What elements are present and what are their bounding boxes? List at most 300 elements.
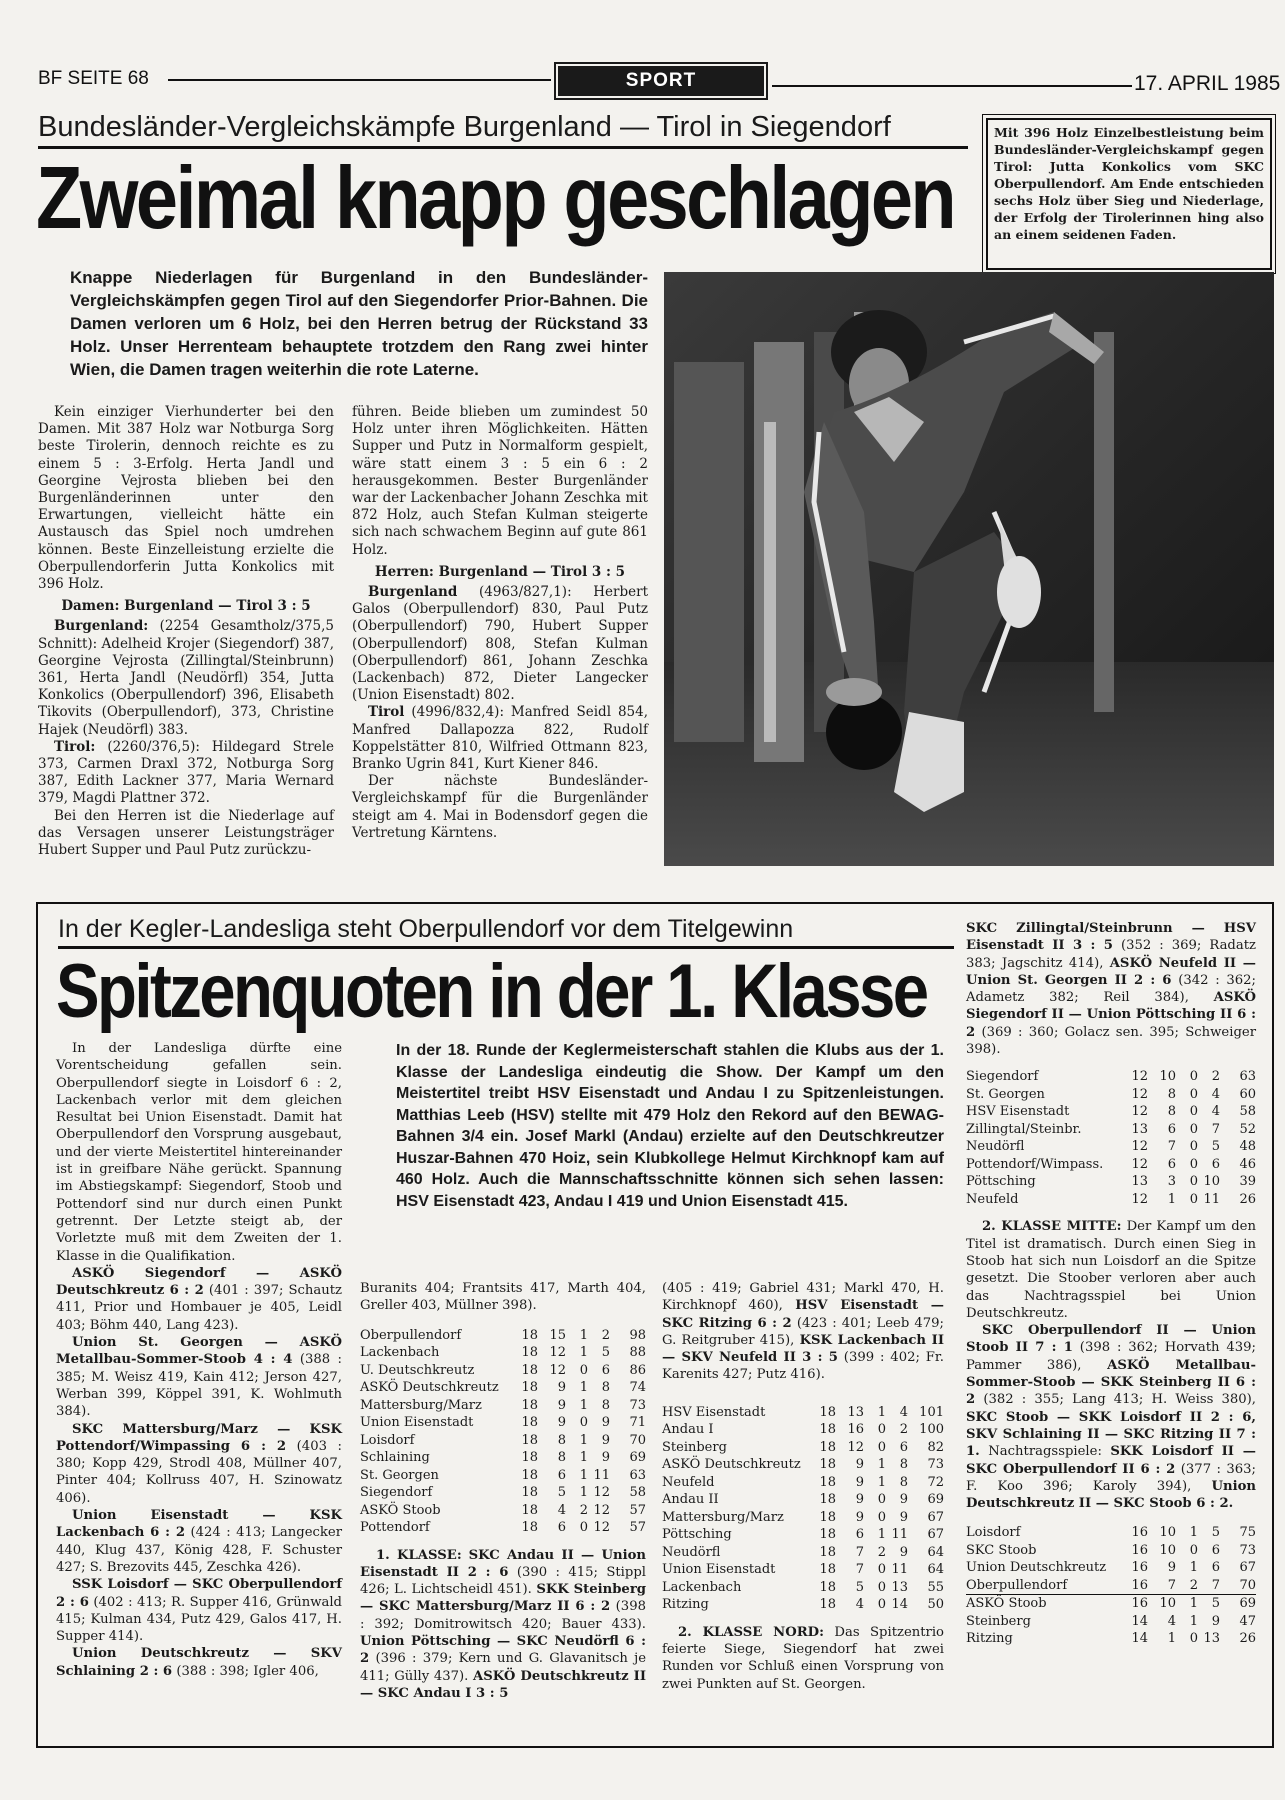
stat-value: 101 (919, 1404, 944, 1420)
stat-value: 12 (1131, 1139, 1148, 1155)
stat-value: 16 (1131, 1560, 1148, 1576)
stat-value: 100 (919, 1422, 944, 1438)
stat-value: 1 (579, 1327, 588, 1343)
article2-col4 (966, 920, 1256, 1648)
stat-value: 58 (1239, 1104, 1256, 1120)
stat-value: 7 (855, 1544, 864, 1560)
paragraph: Union Deutschkreutz — SKV Schlaining 2 : 6 (388 : 398; Igler 406, (56, 1646, 342, 1679)
standings-row (360, 1362, 646, 1380)
stat-value: 18 (521, 1432, 538, 1448)
paragraph: 1. KLASSE: SKC Andau II — Union Eisenstadt II 2 : 6 (390 : 415; Stippl 426; L. Lichtscheidl 451). SKK Steinberg — SKC Mattersburg/Marz II 6 : 2 (398 : 392; Domitrowitsch 420; Bauer 433). Union Pöttsching — SKC Neudörfl 6 : 2 (396 : 379; Kern und G. Glavanitsch je 411; Gülly 437). ASKÖ Deutschkreutz II — SKC Andau I 3 : 5 (360, 1547, 647, 1701)
stat-value: 5 (601, 1345, 610, 1361)
paragraph: 2. KLASSE NORD: Das Spitzentrio feierte Siege, Siegendorf hat zwei Runden vor Schluß einen Vorsprung von zwei Punkten auf St. Georgen. (662, 1624, 944, 1692)
team-name: Andau I (662, 1422, 714, 1438)
stat-value: 26 (1239, 1191, 1256, 1207)
paragraph: Burgenland: (2254 Gesamtholz/375,5 Schnitt): Adelheid Krojer (Siegendorf) 387, Georgine Vejrosta (Zillingtal/Steinbrunn) 361, Herta Jandl (Neudörfl) 354, Jutta Konkolics (Oberpullendorf) 396, Elisabeth Tikovits (Oberpullendorf), 373, Christine Hajek (Neudörfl) 383. (38, 618, 334, 738)
article1-lead: Knappe Niederlagen für Burgenland in den Bundesländer-Vergleichskämpfen gegen Tirol auf den Siegendorfer Prior-Bahnen. Die Damen verloren um 6 Holz, bei den Herren betrug der Rückstand 33 Holz. Unser Herrenteam behauptete trotzdem den Rang zwei hinter Wien, die Damen tragen weiterhin die rote Laterne. (70, 268, 648, 379)
stat-value: 1 (579, 1432, 588, 1448)
stat-value: 13 (847, 1404, 864, 1420)
team-name: Lackenbach (360, 1345, 440, 1361)
team-name: Lackenbach (662, 1579, 742, 1595)
article2-kicker: In der Kegler-Landesliga steht Oberpullendorf vor dem Titelgewinn (58, 914, 954, 949)
standings-2-klasse-mitte (966, 1524, 1256, 1648)
stat-value: 13 (891, 1579, 908, 1595)
stat-value: 12 (593, 1502, 610, 1518)
standings-row (966, 1156, 1256, 1174)
stat-value: 86 (629, 1362, 646, 1378)
standings-row (966, 1103, 1256, 1121)
stat-value: 18 (521, 1397, 538, 1413)
stat-value: 64 (927, 1544, 944, 1560)
stat-value: 9 (601, 1415, 610, 1431)
paragraph: Burgenland (4963/827,1): Herbert Galos (Oberpullendorf) 830, Paul Putz (Oberpullendorf) 790, Hubert Supper (Oberpullendorf) 808, Stefan Kulman (Oberpullendorf) 861, Johann Zeschka (Lackenbach) 872, Dieter Langecker (Union Eisenstadt) 802. (352, 584, 649, 704)
stat-value: 1 (579, 1380, 588, 1396)
paragraph: Buranits 404; Frantsits 417, Marth 404, Greller 403, Müllner 398). (360, 1281, 646, 1314)
team-name: Ritzing (966, 1631, 1013, 1647)
standings-row (966, 1613, 1256, 1631)
stat-value: 9 (1211, 1613, 1220, 1629)
stat-value: 18 (521, 1380, 538, 1396)
stat-value: 4 (1211, 1086, 1220, 1102)
stat-value: 12 (1131, 1086, 1148, 1102)
stat-value: 6 (1211, 1156, 1220, 1172)
stat-value: 70 (629, 1432, 646, 1448)
stat-value: 1 (579, 1397, 588, 1413)
stat-value: 9 (855, 1509, 864, 1525)
stat-value: 1 (1189, 1560, 1198, 1576)
standings-row (360, 1502, 646, 1520)
stat-value: 18 (521, 1345, 538, 1361)
stat-value: 7 (1167, 1577, 1176, 1593)
standings-row (360, 1449, 646, 1467)
stat-value: 7 (1211, 1121, 1220, 1137)
stat-value: 18 (819, 1457, 836, 1473)
stat-value: 9 (557, 1415, 566, 1431)
subheading: Damen: Burgenland — Tirol 3 : 5 (61, 598, 311, 615)
stat-value: 67 (1239, 1560, 1256, 1576)
team-name: ASKÖ Stoob (966, 1596, 1047, 1612)
stat-value: 8 (1167, 1104, 1176, 1120)
article1-kicker: Bundesländer-Vergleichskämpfe Burgenland — Tirol in Siegendorf (38, 110, 968, 149)
stat-value: 2 (1189, 1577, 1198, 1593)
stat-value: 63 (1239, 1069, 1256, 1085)
team-name: St. Georgen (966, 1086, 1045, 1102)
paragraph: SKC Oberpullendorf II — Union Stoob II 7 : 1 (398 : 362; Horvath 439; Pammer 386), ASKÖ Metallbau-Sommer-Stoob — SKK Steinberg II 6 : 2 (382 : 355; Lang 413; H. Weiss 380), SKC Stoob — SKK Loisdorf II 2 : 6, SKV Schlaining II — SKC Ritzing II 7 : 1. Nachtragsspiele: SKK Loisdorf II — SKC Oberpullendorf II 6 : 2 (377 : 363; F. Koo 396; Karoly 394), Union Deutschkreutz II — SKC Stoob 6 : 2. (966, 1323, 1256, 1512)
stat-value: 1 (579, 1345, 588, 1361)
stat-value: 7 (1167, 1139, 1176, 1155)
stat-value: 8 (1167, 1086, 1176, 1102)
stat-value: 18 (819, 1492, 836, 1508)
stat-value: 1 (1167, 1631, 1176, 1647)
stat-value: 1 (877, 1474, 886, 1490)
stat-value: 18 (819, 1439, 836, 1455)
stat-value: 8 (899, 1474, 908, 1490)
stat-value: 1 (579, 1467, 588, 1483)
standings-row (360, 1344, 646, 1362)
stat-value: 18 (521, 1467, 538, 1483)
stat-value: 14 (1131, 1631, 1148, 1647)
stat-value: 63 (629, 1467, 646, 1483)
issue-date: 17. APRIL 1985 (1134, 72, 1281, 95)
stat-value: 6 (1211, 1542, 1220, 1558)
stat-value: 0 (579, 1415, 588, 1431)
stat-value: 55 (927, 1579, 944, 1595)
stat-value: 18 (819, 1544, 836, 1560)
header-rule-right (772, 85, 1132, 87)
team-name: Union Eisenstadt (360, 1415, 474, 1431)
standings-row (966, 1524, 1256, 1542)
paragraph: SKC Zillingtal/Steinbrunn — HSV Eisenstadt II 3 : 5 (352 : 369; Radatz 383; Jagschitz 414), ASKÖ Neufeld II — Union St. Georgen II 2 : 6 (342 : 362; Adametz 382; Reil 384), ASKÖ Siegendorf II — Union Pöttsching II 6 : 2 (369 : 360; Golacz sen. 395; Schweiger 398). (966, 921, 1256, 1058)
stat-value: 69 (927, 1492, 944, 1508)
stat-value: 1 (877, 1457, 886, 1473)
stat-value: 0 (877, 1597, 886, 1613)
stat-value: 1 (579, 1450, 588, 1466)
stat-value: 5 (855, 1579, 864, 1595)
standings-row (966, 1559, 1256, 1577)
stat-value: 18 (819, 1562, 836, 1578)
stat-value: 0 (1189, 1542, 1198, 1558)
standings-row (966, 1630, 1256, 1648)
stat-value: 9 (855, 1492, 864, 1508)
stat-value: 26 (1239, 1631, 1256, 1647)
stat-value: 52 (1239, 1121, 1256, 1137)
stat-value: 0 (877, 1492, 886, 1508)
stat-value: 2 (899, 1422, 908, 1438)
stat-value: 6 (601, 1362, 610, 1378)
stat-value: 58 (629, 1485, 646, 1501)
stat-value: 1 (1189, 1596, 1198, 1612)
stat-value: 10 (1159, 1069, 1176, 1085)
stat-value: 70 (1239, 1577, 1256, 1593)
stat-value: 10 (1159, 1525, 1176, 1541)
stat-value: 8 (601, 1397, 610, 1413)
stat-value: 73 (1239, 1542, 1256, 1558)
stat-value: 12 (847, 1439, 864, 1455)
stat-value: 12 (1131, 1069, 1148, 1085)
stat-value: 11 (1203, 1191, 1220, 1207)
team-name: Neufeld (966, 1191, 1019, 1207)
stat-value: 6 (1167, 1156, 1176, 1172)
stat-value: 0 (1189, 1069, 1198, 1085)
stat-value: 0 (579, 1362, 588, 1378)
stat-value: 18 (819, 1509, 836, 1525)
stat-value: 1 (1167, 1191, 1176, 1207)
standings-row (966, 1542, 1256, 1560)
bowler-photo (664, 272, 1274, 866)
stat-value: 18 (521, 1327, 538, 1343)
stat-value: 9 (1167, 1560, 1176, 1576)
paragraph: In der Landesliga dürfte eine Vorentscheidung gefallen sein. Oberpullendorf siegte in Loisdorf 6 : 2, Lackenbach verlor mit dem gleichen Resultat bei Union Eisenstadt. Damit hat Oberpullendorf den Vorsprung ausgebaut, und der vierte Meistertitel hintereinander ist in greifbare Nähe gerückt. Spannung im Abstiegskampf: Siegendorf, Stoob und Pottendorf sind nur durch einen Punkt getrennt. Der Letzte steigt ab, der Vorletzte muß mit dem Zweiten der 1. Klasse in die Qualifikation. (56, 1041, 342, 1264)
team-name: Pöttsching (966, 1174, 1036, 1190)
stat-value: 10 (1159, 1596, 1176, 1612)
team-name: Mattersburg/Marz (360, 1397, 482, 1413)
team-name: Union Eisenstadt (662, 1562, 776, 1578)
stat-value: 0 (877, 1509, 886, 1525)
standings-row (662, 1526, 944, 1544)
stat-value: 0 (1189, 1156, 1198, 1172)
stat-value: 18 (521, 1502, 538, 1518)
paragraph: SSK Loisdorf — SKC Oberpullendorf 2 : 6 (402 : 413; R. Supper 416, Grünwald 415; Kulman 434, Putz 429, Galos 417, H. Supper 414). (56, 1577, 343, 1645)
stat-value: 5 (1211, 1525, 1220, 1541)
team-name: ASKÖ Deutschkreutz (360, 1380, 499, 1396)
paragraph: SKC Mattersburg/Marz — KSK Pottendorf/Wimpassing 6 : 2 (403 : 380; Kopp 429, Strodl 408, Müllner 407, Pinter 404; Kollruss 407, H. Szinowatz 406). (56, 1421, 342, 1506)
stat-value: 75 (1239, 1525, 1256, 1541)
stat-value: 0 (877, 1562, 886, 1578)
paragraph: Union Eisenstadt — KSK Lackenbach 6 : 2 (424 : 413; Langecker 440, Klug 437, König 428, F. Schuster 427; S. Brezovits 445, Zeschka 426). (56, 1508, 343, 1575)
stat-value: 12 (593, 1485, 610, 1501)
team-name: Oberpullendorf (360, 1327, 462, 1343)
photo-caption-box: Mit 396 Holz Einzelbestleistung beim Bundesländer-Vergleichskampf gegen Tirol: Jutta Konkolics vom SKC Oberpullendorf. Am Ende entschieden sechs Holz über Sieg und Niederlage, der Erfolg der Tirolerinnen hing also an einem seidenen Faden. (986, 118, 1272, 270)
stat-value: 18 (819, 1527, 836, 1543)
stat-value: 72 (927, 1474, 944, 1490)
stat-value: 2 (579, 1502, 588, 1518)
paragraph: 2. KLASSE MITTE: Der Kampf um den Titel ist dramatisch. Durch einen Sieg in Stoob hat sich nun Loisdorf an die Spitze gesetzt. Die Stoober verloren aber auch das Nachtragsspiel bei Union Deutschkreutz. (966, 1219, 1256, 1321)
stat-value: 6 (557, 1520, 566, 1536)
stat-value: 69 (1239, 1596, 1256, 1612)
stat-value: 18 (521, 1450, 538, 1466)
team-name: ASKÖ Stoob (360, 1502, 441, 1518)
standings-row (360, 1484, 646, 1502)
stat-value: 5 (557, 1485, 566, 1501)
stat-value: 6 (1211, 1560, 1220, 1576)
stat-value: 11 (891, 1527, 908, 1543)
stat-value: 9 (601, 1432, 610, 1448)
stat-value: 10 (1203, 1174, 1220, 1190)
standings-row (360, 1432, 646, 1450)
stat-value: 18 (819, 1404, 836, 1420)
stat-value: 9 (899, 1509, 908, 1525)
stat-value: 16 (1131, 1542, 1148, 1558)
paragraph: Kein einziger Vierhunderter bei den Damen. Mit 387 Holz war Notburga Sorg beste Tirolerin, dennoch reichte es zu einem 5 : 3-Erfolg. Herta Jandl und Georgine Vejrosta blieben bei den Burgenländerinnen unter den Erwartungen, vielleicht hätte ein Austausch das Spiel noch umdrehen können. Beste Einzelleistung erzielte die Oberpullendorferin Jutta Konkolics mit 396 Holz. (38, 404, 334, 593)
stat-value: 64 (927, 1562, 944, 1578)
stat-value: 82 (927, 1439, 944, 1455)
section-label: SPORT (558, 66, 764, 96)
team-name: Pottendorf (360, 1520, 430, 1536)
stat-value: 39 (1239, 1174, 1256, 1190)
paragraph: ASKÖ Siegendorf — ASKÖ Deutschkreutz 6 : 2 (401 : 397; Schautz 411, Prior und Hombauer je 405, Leidl 403; Böhm 440, Lang 423). (56, 1265, 343, 1333)
stat-value: 6 (1167, 1121, 1176, 1137)
stat-value: 2 (877, 1544, 886, 1560)
standings-1-klasse (662, 1404, 944, 1614)
team-name: Oberpullendorf (966, 1577, 1068, 1593)
stat-value: 9 (557, 1397, 566, 1413)
team-name: Loisdorf (360, 1432, 415, 1448)
stat-value: 9 (855, 1457, 864, 1473)
stat-value: 0 (877, 1579, 886, 1595)
stat-value: 11 (891, 1562, 908, 1578)
stat-value: 47 (1239, 1613, 1256, 1629)
team-name: SKC Stoob (966, 1542, 1037, 1558)
stat-value: 0 (1189, 1174, 1198, 1190)
stat-value: 1 (1189, 1525, 1198, 1541)
article2-col3 (662, 1280, 944, 1693)
standings-landesliga (360, 1327, 646, 1537)
team-name: Ritzing (662, 1597, 709, 1613)
stat-value: 12 (1131, 1104, 1148, 1120)
article2-col1 (56, 1040, 342, 1680)
standings-row (360, 1519, 646, 1537)
standings-row (662, 1579, 944, 1597)
article1-headline: Zweimal knapp geschlagen (36, 148, 955, 247)
stat-value: 1 (579, 1485, 588, 1501)
stat-value: 1 (1189, 1613, 1198, 1629)
stat-value: 18 (819, 1474, 836, 1490)
stat-value: 74 (629, 1380, 646, 1396)
team-name: Steinberg (966, 1613, 1031, 1629)
stat-value: 18 (521, 1362, 538, 1378)
paragraph: Tirol (4996/832,4): Manfred Seidl 854, Manfred Dallapozza 822, Rudolf Koppelstätter 810, Wilfried Ottmann 823, Branko Ugrin 841, Kurt Kiener 846. (352, 704, 648, 773)
stat-value: 15 (549, 1327, 566, 1343)
standings-row (966, 1068, 1256, 1086)
team-name: HSV Eisenstadt (662, 1404, 766, 1420)
stat-value: 16 (1131, 1525, 1148, 1541)
standings-2-klasse-nord (966, 1068, 1256, 1208)
stat-value: 9 (855, 1474, 864, 1490)
standings-row (966, 1191, 1256, 1209)
team-name: U. Deutschkreutz (360, 1362, 475, 1378)
stat-value: 0 (1189, 1139, 1198, 1155)
stat-value: 16 (847, 1422, 864, 1438)
stat-value: 0 (1189, 1104, 1198, 1120)
article2-col2 (360, 1280, 646, 1702)
standings-row (966, 1577, 1256, 1595)
standings-row (662, 1439, 944, 1457)
team-name: Mattersburg/Marz (662, 1509, 784, 1525)
stat-value: 12 (1131, 1156, 1148, 1172)
stat-value: 6 (557, 1467, 566, 1483)
stat-value: 18 (521, 1520, 538, 1536)
standings-row (360, 1327, 646, 1345)
stat-value: 0 (1189, 1086, 1198, 1102)
standings-row (662, 1474, 944, 1492)
stat-value: 5 (1211, 1596, 1220, 1612)
standings-row (662, 1491, 944, 1509)
article1-col2 (352, 404, 648, 842)
page-number: BF SEITE 68 (38, 68, 149, 89)
team-name: Andau II (662, 1492, 719, 1508)
stat-value: 12 (593, 1520, 610, 1536)
header-rule-left (168, 79, 551, 81)
paragraph: Der nächste Bundesländer-Vergleichskampf für die Burgenländer steigt am 4. Mai in Bodensdorf gegen die Vertretung Kärntens. (352, 773, 648, 841)
stat-value: 18 (819, 1422, 836, 1438)
stat-value: 4 (899, 1404, 908, 1420)
team-name: ASKÖ Deutschkreutz (662, 1457, 801, 1473)
stat-value: 12 (549, 1345, 566, 1361)
stat-value: 4 (1211, 1104, 1220, 1120)
standings-row (662, 1544, 944, 1562)
stat-value: 57 (629, 1502, 646, 1518)
stat-value: 67 (927, 1509, 944, 1525)
stat-value: 71 (629, 1415, 646, 1431)
stat-value: 18 (819, 1597, 836, 1613)
stat-value: 9 (557, 1380, 566, 1396)
stat-value: 4 (557, 1502, 566, 1518)
stat-value: 3 (1167, 1174, 1176, 1190)
standings-row (966, 1595, 1256, 1613)
stat-value: 7 (1211, 1577, 1220, 1593)
stat-value: 60 (1239, 1086, 1256, 1102)
stat-value: 1 (877, 1404, 886, 1420)
team-name: Siegendorf (966, 1069, 1039, 1085)
stat-value: 14 (891, 1597, 908, 1613)
stat-value: 12 (549, 1362, 566, 1378)
stat-value: 12 (1131, 1191, 1148, 1207)
stat-value: 0 (1189, 1121, 1198, 1137)
standings-row (662, 1561, 944, 1579)
stat-value: 88 (629, 1345, 646, 1361)
stat-value: 1 (877, 1527, 886, 1543)
stat-value: 73 (927, 1457, 944, 1473)
standings-row (966, 1138, 1256, 1156)
stat-value: 4 (855, 1597, 864, 1613)
stat-value: 50 (927, 1597, 944, 1613)
stat-value: 0 (877, 1422, 886, 1438)
stat-value: 18 (521, 1485, 538, 1501)
standings-row (360, 1397, 646, 1415)
stat-value: 0 (1189, 1191, 1198, 1207)
stat-value: 2 (601, 1327, 610, 1343)
team-name: Neufeld (662, 1474, 715, 1490)
stat-value: 57 (629, 1520, 646, 1536)
stat-value: 16 (1131, 1577, 1148, 1593)
stat-value: 48 (1239, 1139, 1256, 1155)
stat-value: 9 (899, 1492, 908, 1508)
standings-row (662, 1596, 944, 1614)
stat-value: 16 (1131, 1596, 1148, 1612)
team-name: Zillingtal/Steinbr. (966, 1121, 1082, 1137)
stat-value: 6 (855, 1527, 864, 1543)
team-name: Schlaining (360, 1450, 430, 1466)
stat-value: 2 (1211, 1069, 1220, 1085)
bowler-photo-image (664, 272, 1274, 866)
stat-value: 0 (877, 1439, 886, 1455)
stat-value: 10 (1159, 1542, 1176, 1558)
team-name: St. Georgen (360, 1467, 439, 1483)
stat-value: 4 (1167, 1613, 1176, 1629)
stat-value: 8 (557, 1432, 566, 1448)
standings-row (662, 1509, 944, 1527)
standings-row (360, 1379, 646, 1397)
stat-value: 11 (593, 1467, 610, 1483)
stat-value: 13 (1131, 1174, 1148, 1190)
team-name: HSV Eisenstadt (966, 1104, 1070, 1120)
stat-value: 8 (601, 1380, 610, 1396)
team-name: Siegendorf (360, 1485, 433, 1501)
stat-value: 98 (629, 1327, 646, 1343)
stat-value: 67 (927, 1527, 944, 1543)
stat-value: 6 (899, 1439, 908, 1455)
paragraph: Union St. Georgen — ASKÖ Metallbau-Sommer-Stoob 4 : 4 (388 : 385; M. Weisz 419, Kain 412; Jerson 427, Werban 399, Köppel 391, K. Wohlmuth 384). (56, 1335, 342, 1420)
team-name: Neudörfl (966, 1139, 1025, 1155)
paragraph: führen. Beide blieben um zumindest 50 Holz unter ihren Möglichkeiten. Hätten Supper und Putz in Normalform gespielt, wäre statt einem 3 : 5 ein 6 : 2 herausgekommen. Bester Burgenländer war der Lackenbacher Johann Zeschka mit 872 Holz, auch Stefan Kulman steigerte sich nach schwachem Beginn auf gute 861 Holz. (352, 404, 648, 558)
standings-row (360, 1467, 646, 1485)
team-name: Pottendorf/Wimpass. (966, 1156, 1104, 1172)
paragraph: (405 : 419; Gabriel 431; Markl 470, H. Kirchknopf 460), HSV Eisenstadt — SKC Ritzing 6 : 2 (423 : 401; Leeb 479; G. Reitgruber 415), KSK Lackenbach II — SKV Neufeld II 3 : 5 (399 : 402; Fr. Karenits 427; Putz 416). (662, 1281, 944, 1383)
standings-row (662, 1404, 944, 1422)
standings-row (966, 1086, 1256, 1104)
article2-lead: In der 18. Runde der Keglermeisterschaft stahlen die Klubs aus der 1. Klasse der Landesliga eindeutig die Show. Der Kampf um den Meistertitel treibt HSV Eisenstadt und Andau I zu Spitzenleistungen. Matthias Leeb (HSV) stellte mit 479 Holz den Rekord auf den BEWAG-Bahnen 3/4 ein. Josef Markl (Andau) erzielte auf den Deutschkreutzer Huszar-Bahnen 470 Hoiz, sein Klubkollege Helmut Kirchknopf kam auf 460 Holz. Auch die Mannschaftsschnitte können sich sehen lassen: HSV Eisenstadt 423, Andau I 419 und Union Eisenstadt 415. (396, 1042, 944, 1210)
stat-value: 18 (819, 1579, 836, 1595)
paragraph: Bei den Herren ist die Niederlage auf das Versagen unserer Leistungsträger Hubert Supper und Paul Putz zurückzu- (38, 807, 334, 859)
stat-value: 13 (1131, 1121, 1148, 1137)
stat-value: 5 (1211, 1139, 1220, 1155)
standings-row (662, 1456, 944, 1474)
stat-value: 0 (1189, 1631, 1198, 1647)
stat-value: 13 (1203, 1631, 1220, 1647)
stat-value: 73 (629, 1397, 646, 1413)
stat-value: 18 (521, 1415, 538, 1431)
standings-row (966, 1173, 1256, 1191)
